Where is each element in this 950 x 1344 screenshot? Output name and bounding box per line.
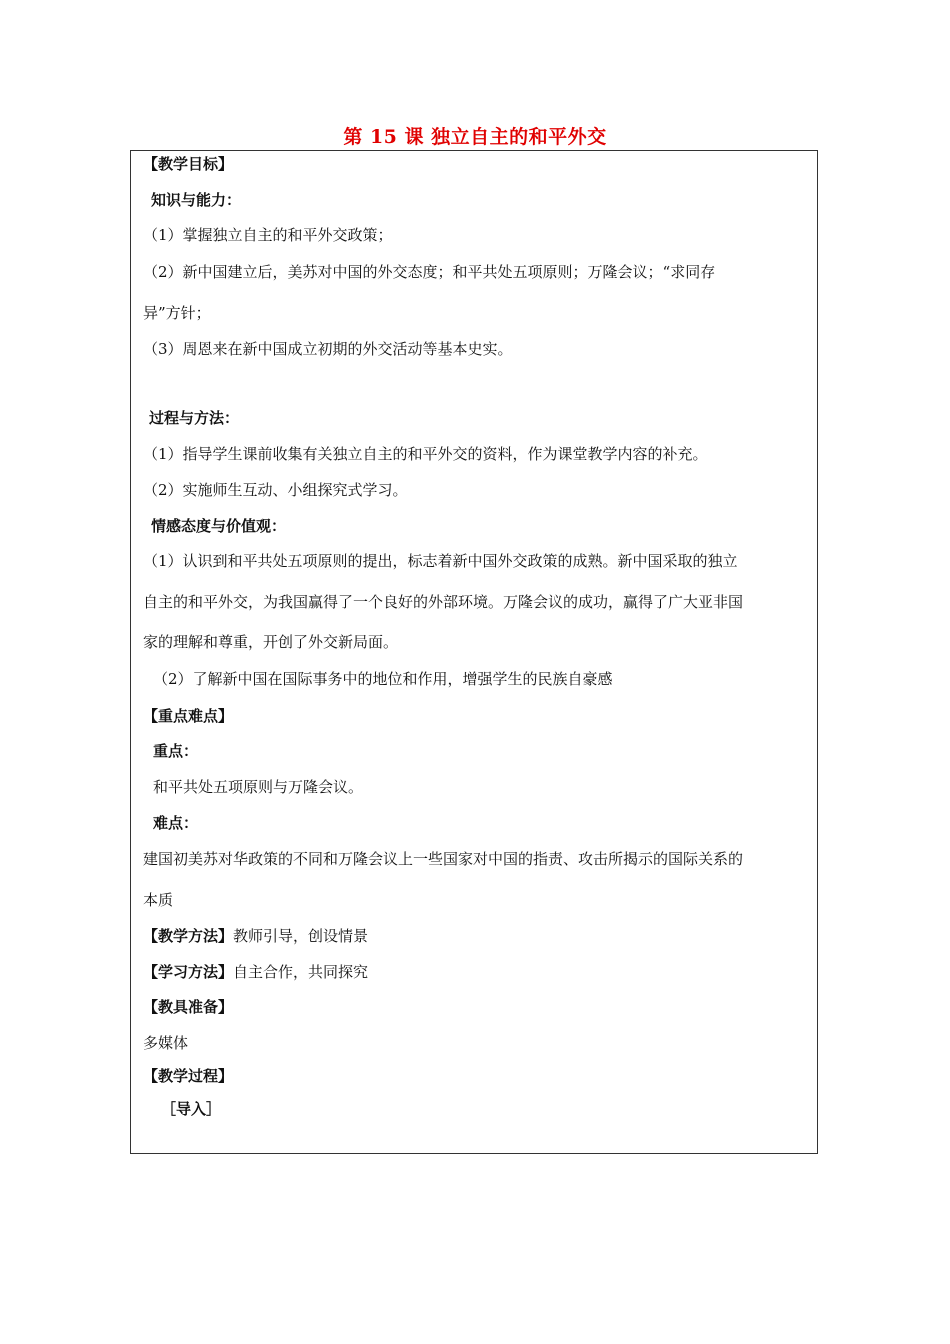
teaching-method-text: 教师引导，创设情景: [233, 927, 369, 945]
knowledge-item-2-line-1: （2）新中国建立后，美苏对中国的外交态度；和平共处五项原则；万隆会议；“求同存: [143, 263, 716, 281]
emotion-heading: 情感态度与价值观：: [151, 517, 287, 535]
emotion-item-1-line-1: （1）认识到和平共处五项原则的提出，标志着新中国外交政策的成熟。新中国采取的独立: [143, 552, 738, 570]
key-label: 重点：: [153, 742, 199, 760]
knowledge-heading: 知识与能力：: [151, 191, 242, 209]
teaching-method-row: [143, 926, 368, 946]
lesson-plan-box: [130, 150, 818, 1154]
tools-heading: 【教具准备】: [143, 998, 234, 1016]
difficult-text-line-1: 建国初美苏对华政策的不同和万隆会议上一些国家对中国的指责、攻击所揭示的国际关系的: [143, 850, 744, 868]
learning-method-row: [143, 962, 368, 982]
learning-method-text: 自主合作，共同探究: [233, 963, 369, 981]
knowledge-item-1: （1）掌握独立自主的和平外交政策；: [143, 226, 393, 244]
knowledge-item-2-line-2: 异”方针；: [143, 304, 211, 322]
emotion-item-2: （2）了解新中国在国际事务中的地位和作用，增强学生的民族自豪感: [153, 670, 613, 688]
tools-text: 多媒体: [143, 1034, 189, 1052]
objectives-heading: 【教学目标】: [143, 155, 234, 173]
emotion-item-1-line-2: 自主的和平外交，为我国赢得了一个良好的外部环境。万隆会议的成功，赢得了广大亚非国: [143, 593, 744, 611]
emotion-item-1-line-3: 家的理解和尊重，开创了外交新局面。: [143, 633, 399, 651]
process-item-1: （1）指导学生课前收集有关独立自主的和平外交的资料，作为课堂教学内容的补充。: [143, 445, 708, 463]
key-text: 和平共处五项原则与万隆会议。: [153, 778, 364, 796]
teaching-method-label: 【教学方法】: [143, 927, 234, 945]
knowledge-item-3: （3）周恩来在新中国成立初期的外交活动等基本史实。: [143, 340, 513, 358]
process-heading: 过程与方法：: [149, 409, 240, 427]
keypoints-heading: 【重点难点】: [143, 707, 234, 725]
intro-label: ［导入］: [161, 1100, 222, 1118]
process-item-2: （2）实施师生互动、小组探究式学习。: [143, 481, 408, 499]
page-title: 第 15 课 独立自主的和平外交: [343, 126, 607, 148]
process-section-heading: 【教学过程】: [143, 1067, 234, 1085]
difficult-label: 难点：: [153, 814, 199, 832]
learning-method-label: 【学习方法】: [143, 963, 234, 981]
difficult-text-line-2: 本质: [143, 891, 174, 909]
